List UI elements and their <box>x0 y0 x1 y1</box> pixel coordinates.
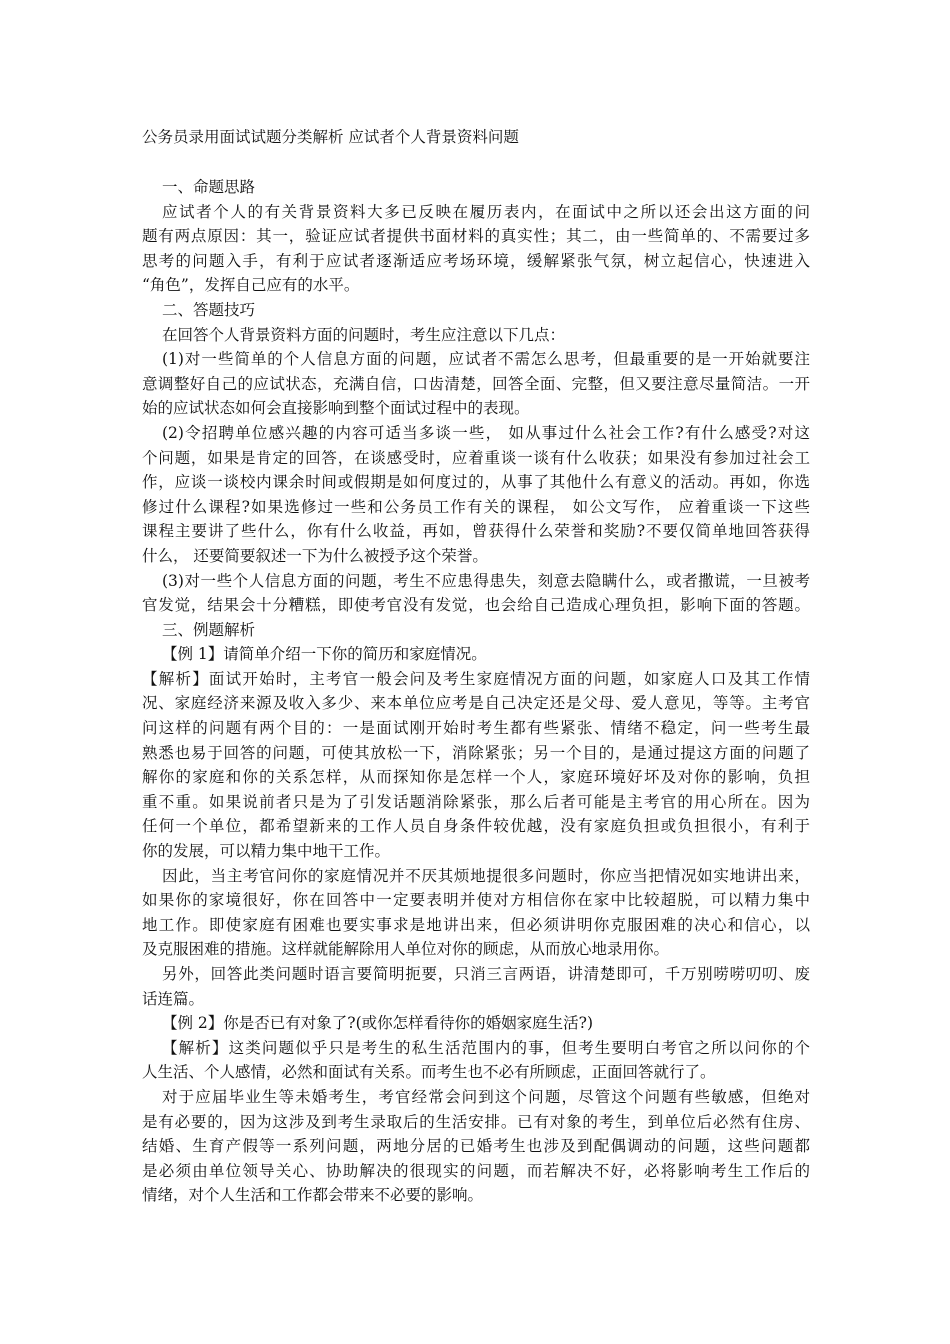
text-line: 【例 1】请简单介绍一下你的简历和家庭情况。 <box>162 645 487 664</box>
text-line: “角色”，发挥自己应有的水平。 <box>142 276 360 295</box>
text-line: 在回答个人背景资料方面的问题时，考生应注意以下几点： <box>162 325 566 344</box>
text-line: 意调整好自己的应试状态，充满自信，口齿清楚，回答全面、完整，但又要注意尽量简洁。一开 <box>142 374 810 393</box>
text-line: 如果你的家境很好，你在回答中一定要表明并使对方相信你在家中比较超脱，可以精力集中 <box>142 891 810 910</box>
text-line: 解你的家庭和你的关系怎样，从而探知你是怎样一个人，家庭环境好坏及对你的影响，负担 <box>142 768 810 787</box>
text-line: 【解析】这类问题似乎只是考生的私生活范围内的事，但考生要明白考官之所以问你的个 <box>162 1038 810 1057</box>
text-line: 你的发展，可以精力集中地干工作。 <box>142 842 391 861</box>
text-line: 【解析】面试开始时，主考官一般会问及考生家庭情况方面的问题，如家庭人口及其工作情 <box>142 669 810 688</box>
text-line: 课程主要讲了些什么，你有什么收益，再如，曾获得什么荣誉和奖励?不要仅简单地回答获得 <box>142 522 810 541</box>
text-line: 官发觉，结果会十分糟糕，即使考官没有发觉，也会给自己造成心理负担，影响下面的答题。 <box>142 596 810 615</box>
text-line: 及克服困难的措施。这样就能解除用人单位对你的顾虑，从而放心地录用你。 <box>142 940 670 959</box>
text-line: 地工作。即使家庭有困难也要实事求是地讲出来，但必须讲明你克服困难的决心和信心，以 <box>142 915 810 934</box>
text-line: 思考的问题入手，有利于应试者逐渐适应考场环境，缓解紧张气氛，树立起信心，快速进入 <box>142 251 810 270</box>
text-line: (1)对一些简单的个人信息方面的问题，应试者不需怎么思考，但最重要的是一开始就要注 <box>162 350 810 369</box>
text-line: 重不重。如果说前者只是为了引发话题消除紧张，那么后者可能是主考官的用心所在。因为 <box>142 792 810 811</box>
text-line: 二、答题技巧 <box>162 300 256 319</box>
text-line: 人生活、个人感情，必然和面试有关系。而考生也不必有所顾虑，正面回答就行了。 <box>142 1063 716 1082</box>
text-line: 对于应届毕业生等未婚考生，考官经常会问到这个问题，尽管这个问题有些敏感，但绝对 <box>162 1087 810 1106</box>
text-line: 问这样的问题有两个目的：一是面试刚开始时考生都有些紧张、情绪不稳定，问一些考生最 <box>142 719 810 738</box>
document-title: 公务员录用面试试题分类解析 应试者个人背景资料问题 <box>142 128 519 146</box>
text-line: 是有必要的，因为这涉及到考生录取后的生活安排。已有对象的考生，到单位后必然有住房、 <box>142 1112 810 1131</box>
document-body <box>142 175 810 1208</box>
text-line: (2)令招聘单位感兴趣的内容可适当多谈一些， 如从事过什么社会工作?有什么感受?对这 <box>162 423 810 442</box>
text-line: 修过什么课程?如果选修过一些和公务员工作有关的课程， 如公文写作， 应着重谈一下这些 <box>142 497 810 516</box>
text-line: 一、命题思路 <box>162 178 256 196</box>
text-line: 因此，当主考官问你的家庭情况并不厌其烦地提很多问题时，你应当把情况如实地讲出来， <box>162 866 810 885</box>
text-line: 熟悉也易于回答的问题，可使其放松一下，消除紧张；另一个目的，是通过提这方面的问题了 <box>142 743 810 762</box>
text-line: 始的应试状态如何会直接影响到整个面试过程中的表现。 <box>142 399 530 418</box>
text-line: 任何一个单位，都希望新来的工作人员自身条件较优越，没有家庭负担或负担很小，有利于 <box>142 817 810 836</box>
text-line: 另外，回答此类问题时语言要简明扼要，只消三言两语，讲清楚即可，千万别唠唠叨叨、废 <box>162 965 810 983</box>
text-line: (3)对一些个人信息方面的问题，考生不应患得患失，刻意去隐瞒什么，或者撒谎，一旦被考 <box>162 571 810 590</box>
text-line: 题有两点原因：其一，验证应试者提供书面材料的真实性；其二，由一些简单的、不需要过多 <box>142 227 810 246</box>
text-line: 【例 2】你是否已有对象了?(或你怎样看待你的婚姻家庭生活?) <box>162 1014 594 1033</box>
text-line: 况、家庭经济来源及收入多少、来本单位应考是自己决定还是父母、爱人意见，等等。主考官 <box>142 694 810 713</box>
text-line: 结婚、生育产假等一系列问题，两地分居的已婚考生也涉及到配偶调动的问题，这些问题都 <box>142 1137 810 1156</box>
text-line: 情绪，对个人生活和工作都会带来不必要的影响。 <box>142 1186 484 1205</box>
text-line: 三、例题解析 <box>162 620 256 639</box>
text-line: 应试者个人的有关背景资料大多已反映在履历表内，在面试中之所以还会出这方面的问 <box>162 202 810 221</box>
text-line: 作，应谈一谈校内课余时间或假期是如何度过的，从事了其他什么有意义的活动。再如，你选 <box>142 473 810 492</box>
text-line: 话连篇。 <box>142 989 205 1008</box>
text-line: 什么， 还要简要叙述一下为什么被授予这个荣誉。 <box>142 546 488 565</box>
text-line: 是必须由单位领导关心、协助解决的很现实的问题，而若解决不好，必将影响考生工作后的 <box>142 1161 810 1180</box>
text-line: 个问题，如果是肯定的回答，在谈感受时，应着重谈一谈有什么收获；如果没有参加过社会工 <box>142 448 810 467</box>
